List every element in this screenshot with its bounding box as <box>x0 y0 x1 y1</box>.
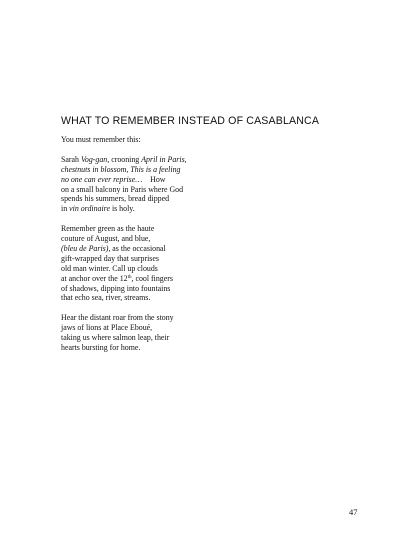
poem-text: as the occasional <box>110 243 166 253</box>
poem-line: couture of August, and blue, <box>61 234 151 244</box>
poem-italic-text: chestnuts in blossom, This is a feeling <box>61 164 181 174</box>
poem-italic-text: (bleu de Paris), <box>61 243 111 253</box>
poem-line <box>61 165 187 175</box>
poem-italic-text: Vog-gan, <box>80 154 110 164</box>
poem-italic-text: no one can ever reprise… <box>61 174 143 184</box>
intro-stanza <box>61 135 187 145</box>
ordinal-superscript: th <box>127 274 132 280</box>
poem-line: jaws of lions at Place Eboué, <box>61 323 153 333</box>
poem-line: that echo sea, river, streams. <box>61 293 151 303</box>
poem-line: hearts bursting for home. <box>61 342 141 352</box>
stanza-3 <box>61 313 187 353</box>
poem-italic-text: vin ordinaire <box>69 204 110 214</box>
poem-line: of shadows, dipping into fountains <box>61 283 171 293</box>
poem-text: , cool fingers <box>131 273 173 283</box>
poem-line <box>61 244 187 254</box>
poem-body <box>61 135 187 363</box>
poem-title: WHAT TO REMEMBER INSTEAD OF CASABLANCA <box>61 115 320 127</box>
poem-text: crooning <box>109 154 142 164</box>
stanza-2 <box>61 224 187 303</box>
poem-italic-text: April in Paris, <box>141 154 187 164</box>
poem-line: gift-wrapped day that surprises <box>61 253 159 263</box>
poem-text: in <box>61 204 70 214</box>
poem-text: at anchor over the 12 <box>61 273 128 283</box>
poem-text: Sarah <box>61 154 81 164</box>
poem-line: old man winter. Call up clouds <box>61 263 158 273</box>
poem-line <box>61 155 187 165</box>
poem-line: spends his summers, bread dipped <box>61 194 170 204</box>
poem-line <box>61 274 187 284</box>
poem-line: Hear the distant roar from the stony <box>61 313 174 323</box>
poem-line: taking us where salmon leap, their <box>61 333 170 343</box>
poem-line: Remember green as the haute <box>61 224 155 234</box>
page-number: 47 <box>349 507 358 517</box>
poem-text: is holy. <box>109 204 135 214</box>
poem-line <box>61 175 187 185</box>
stanza-1 <box>61 155 187 214</box>
poem-line: on a small balcony in Paris where God <box>61 184 184 194</box>
poem-line <box>61 204 187 214</box>
intro-line: You must remember this: <box>61 135 141 144</box>
poem-text: How <box>142 174 166 184</box>
